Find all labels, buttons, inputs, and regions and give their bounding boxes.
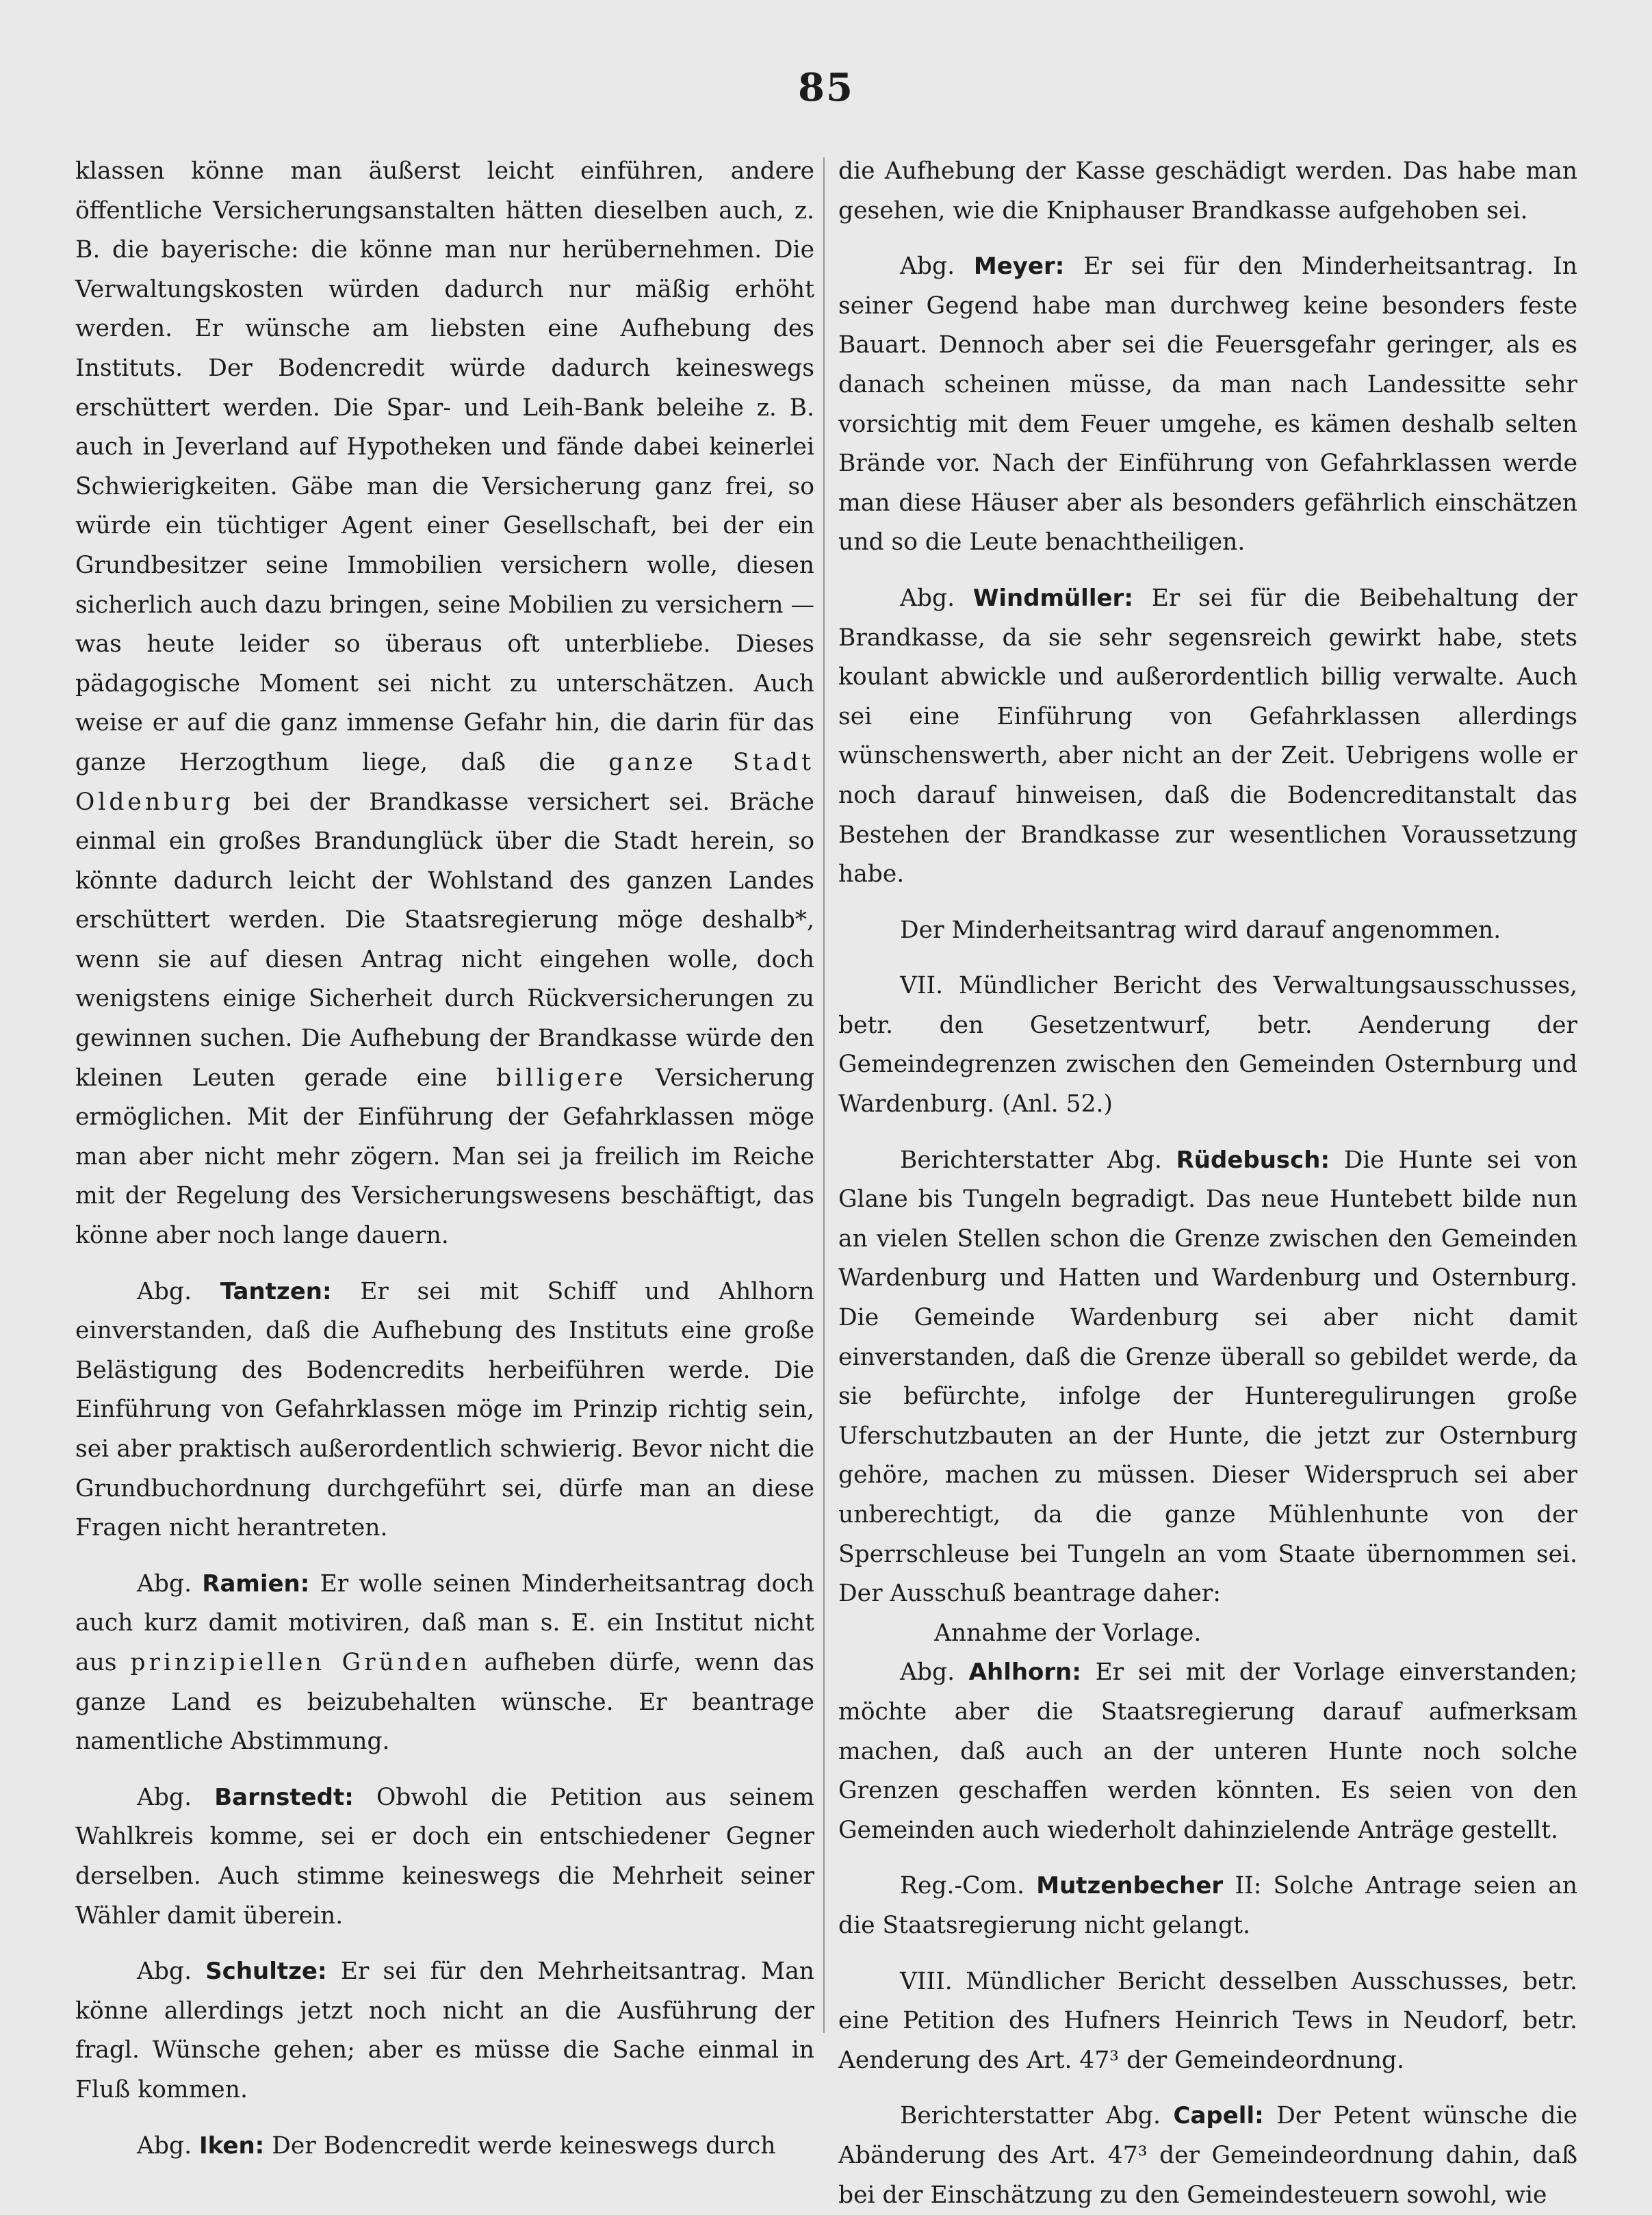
paragraph	[838, 2097, 1577, 2215]
paragraph	[838, 1962, 1577, 2081]
text-run: aufheben dürfe, wenn das ganze Land es beizubehalten wünsche. Er beantrage namentliche Abstimmung.	[75, 1648, 814, 1756]
paragraph	[838, 1614, 1577, 1654]
text-run: Abg.	[137, 1277, 220, 1305]
text-run: Abg.	[900, 1659, 969, 1687]
paragraph	[75, 152, 814, 1256]
paragraph	[75, 1952, 814, 2110]
text-run: die Aufhebung der Kasse geschädigt werden. Das habe man gesehen, wie die Kniphauser Brandkasse aufgehoben sei.	[838, 157, 1577, 225]
paragraph	[838, 579, 1577, 895]
speaker-name: Tantzen:	[220, 1277, 332, 1305]
right-column	[838, 152, 1577, 2215]
text-run: Abg.	[900, 253, 974, 281]
paragraph	[838, 1867, 1577, 1945]
text-run: Abg.	[137, 1958, 206, 1986]
speaker-name: Rüdebusch:	[1176, 1146, 1330, 1174]
speaker-name: Schultze:	[205, 1958, 327, 1986]
paragraph	[75, 1565, 814, 1762]
text-run: Die Hunte sei von Glane bis Tungeln begradigt. Das neue Huntebett bilde nun an vielen Stellen schon die Grenze zwischen den Gemeinden Wardenburg und Hatten und Wardenburg und Osternburg. Die Gemeinde Wardenburg sei aber nicht damit einverstanden, daß die Grenze überall so gebildet werde, da sie befürchte, infolge der Hunteregulirungen große Uferschutzbauten an der Hunte, die jetzt zur Osternburg gehöre, machen zu müssen. Dieser Widerspruch sei aber unberechtigt, da die ganze Mühlenhunte von der Sperrschleuse bei Tungeln an vom Staate übernommen sei. Der Ausschuß beantrage daher:	[838, 1146, 1577, 1608]
paragraph	[838, 1141, 1577, 1614]
spaced-emphasis: billigere	[495, 1064, 627, 1092]
column-divider	[823, 157, 825, 2033]
speaker-name: Capell:	[1173, 2102, 1264, 2130]
text-run: Abg.	[137, 1570, 203, 1598]
paragraph	[838, 966, 1577, 1124]
paragraph	[838, 247, 1577, 563]
speaker-name: Ahlhorn:	[968, 1659, 1081, 1687]
text-run: Er wolle seinen Minderheitsantrag doch auch kurz damit motiviren, daß man s. E. ein Institut nicht aus	[75, 1570, 814, 1676]
text-run: Versicherung ermöglichen. Mit der Einführung der Gefahrklassen möge man aber nicht mehr zögern. Man sei ja freilich im Reiche mit der Regelung des Versicherungswesens beschäftigt, das könne aber noch lange dauern.	[75, 1064, 814, 1250]
text-run: VIII. Mündlicher Bericht desselben Ausschusses, betr. eine Petition des Hufners Heinrich Tews in Neudorf, betr. Aenderung des Art. 47³ der Gemeindeordnung.	[838, 1967, 1577, 2074]
text-run: Obwohl die Petition aus seinem Wahlkreis komme, sei er doch ein entschiedener Gegner derselben. Auch stimme keineswegs die Mehrheit seiner Wähler damit überein.	[75, 1783, 814, 1930]
spaced-emphasis: ganze Stadt Oldenburg	[75, 748, 815, 816]
text-run: Der Petent wünsche die Abänderung des Art. 47³ der Gemeindeordnung dahin, daß bei der Einschätzung zu den Gemeindesteuern sowohl, wie	[838, 2102, 1577, 2209]
text-run: Abg.	[900, 584, 973, 612]
paragraph	[75, 2127, 814, 2166]
speaker-name: Meyer:	[973, 253, 1065, 281]
paragraph	[838, 911, 1577, 951]
text-run: Er sei mit der Vorlage einverstanden; möchte aber die Staatsregierung darauf aufmerksam machen, daß auch an der unteren Hunte noch solche Grenzen geschaffen werden könnten. Es seien von den Gemeinden auch wiederholt dahinzielende Anträge gestellt.	[838, 1659, 1577, 1844]
speaker-name: Ramien:	[202, 1570, 310, 1598]
text-run: Abg.	[137, 2131, 200, 2160]
text-run: VII. Mündlicher Bericht des Verwaltungsausschusses, betr. den Gesetzentwurf, betr. Aenderung der Gemeindegrenzen zwischen den Gemeinden Osternburg und Wardenburg. (Anl. 52.)	[838, 972, 1577, 1118]
paragraph	[75, 1778, 814, 1936]
paragraph	[838, 1653, 1577, 1850]
speaker-name: Iken:	[199, 2131, 265, 2160]
text-run: Berichterstatter Abg.	[900, 1146, 1176, 1174]
text-run: Er sei für den Minderheitsantrag. In seiner Gegend habe man durchweg keine besonders feste Bauart. Dennoch aber sei die Feuersgefahr geringer, als es danach scheinen müsse, da man nach Landessitte sehr vorsichtig mit dem Feuer umgehe, es kämen deshalb selten Brände vor. Nach der Einführung von Gefahrklassen werde man diese Häuser aber als besonders gefährlich einschätzen und so die Leute benachtheiligen.	[838, 253, 1577, 556]
text-run: Der Bodencredit werde keineswegs durch	[264, 2131, 776, 2160]
text-run: Abg.	[137, 1783, 215, 1811]
page-number: 85	[798, 65, 854, 110]
text-run: Er sei mit Schiff und Ahlhorn einverstanden, daß die Aufhebung des Instituts eine große Belästigung des Bodencredits herbeiführen werde. Die Einführung von Gefahrklassen möge im Prinzip richtig sein, sei aber praktisch außerordentlich schwierig. Bevor nicht die Grundbuchordnung durchgeführt sei, dürfe man an diese Fragen nicht herantreten.	[75, 1277, 814, 1542]
text-run: Annahme der Vorlage.	[934, 1619, 1202, 1647]
text-run: bei der Brandkasse versichert sei. Bräche einmal ein großes Brandunglück über die Stadt herein, so könnte dadurch leicht der Wohlstand des ganzen Landes erschüttert werden. Die Staatsregierung möge deshalb*, wenn sie auf diesen Antrag nicht eingehen wolle, doch wenigstens einige Sicherheit durch Rückversicherungen zu gewinnen suchen. Die Aufhebung der Brandkasse würde den kleinen Leuten gerade eine	[75, 788, 814, 1092]
text-run: Reg.-Com.	[900, 1872, 1037, 1900]
left-column	[75, 152, 814, 2166]
paragraph	[838, 152, 1577, 231]
text-run: II: Solche Antrage seien an die Staatsregierung nicht gelangt.	[838, 1872, 1577, 1939]
spaced-emphasis: prinzipiellen Gründen	[130, 1648, 471, 1676]
paragraph	[75, 1272, 814, 1548]
text-run: Er sei für die Beibehaltung der Brandkasse, da sie sehr segensreich gewirkt habe, stets koulant abwickle und außerordentlich billig verwalte. Auch sei eine Einführung von Gefahrklassen allerdings wünschenswerth, aber nicht an der Zeit. Uebrigens wolle er noch darauf hinweisen, daß die Bodencreditanstalt das Bestehen der Brandkasse zur wesentlichen Voraussetzung habe.	[838, 584, 1577, 888]
text-run: Er sei für den Mehrheitsantrag. Man könne allerdings jetzt noch nicht an die Ausführung der fragl. Wünsche gehen; aber es müsse die Sache einmal in Fluß kommen.	[75, 1958, 814, 2103]
speaker-name: Barnstedt:	[214, 1783, 354, 1811]
speaker-name: Windmüller:	[972, 584, 1133, 612]
speaker-name: Mutzenbecher	[1036, 1872, 1224, 1900]
text-run: klassen könne man äußerst leicht einführen, andere öffentliche Versicherungsanstalten hätten dieselben auch, z. B. die bayerische: die könne man nur herübernehmen. Die Verwaltungskosten würden dadurch nur mäßig erhöht werden. Er wünsche am liebsten eine Aufhebung des Instituts. Der Bodencredit würde dadurch keineswegs erschüttert werden. Die Spar- und Leih-Bank beleihe z. B. auch in Jeverland auf Hypotheken und fände dabei keinerlei Schwierigkeiten. Gäbe man die Versicherung ganz frei, so würde ein tüchtiger Agent einer Gesellschaft, bei der ein Grundbesitzer seine Immobilien versichern wolle, diesen sicherlich auch dazu bringen, seine Mobilien zu versichern — was heute leider so überaus oft unterbliebe. Dieses pädagogische Moment sei nicht zu unterschätzen. Auch weise er auf die ganz immense Gefahr hin, die darin für das ganze Herzogthum liege, daß die	[75, 157, 814, 776]
text-run: Der Minderheitsantrag wird darauf angenommen.	[900, 916, 1501, 944]
text-run: Berichterstatter Abg.	[900, 2102, 1174, 2130]
